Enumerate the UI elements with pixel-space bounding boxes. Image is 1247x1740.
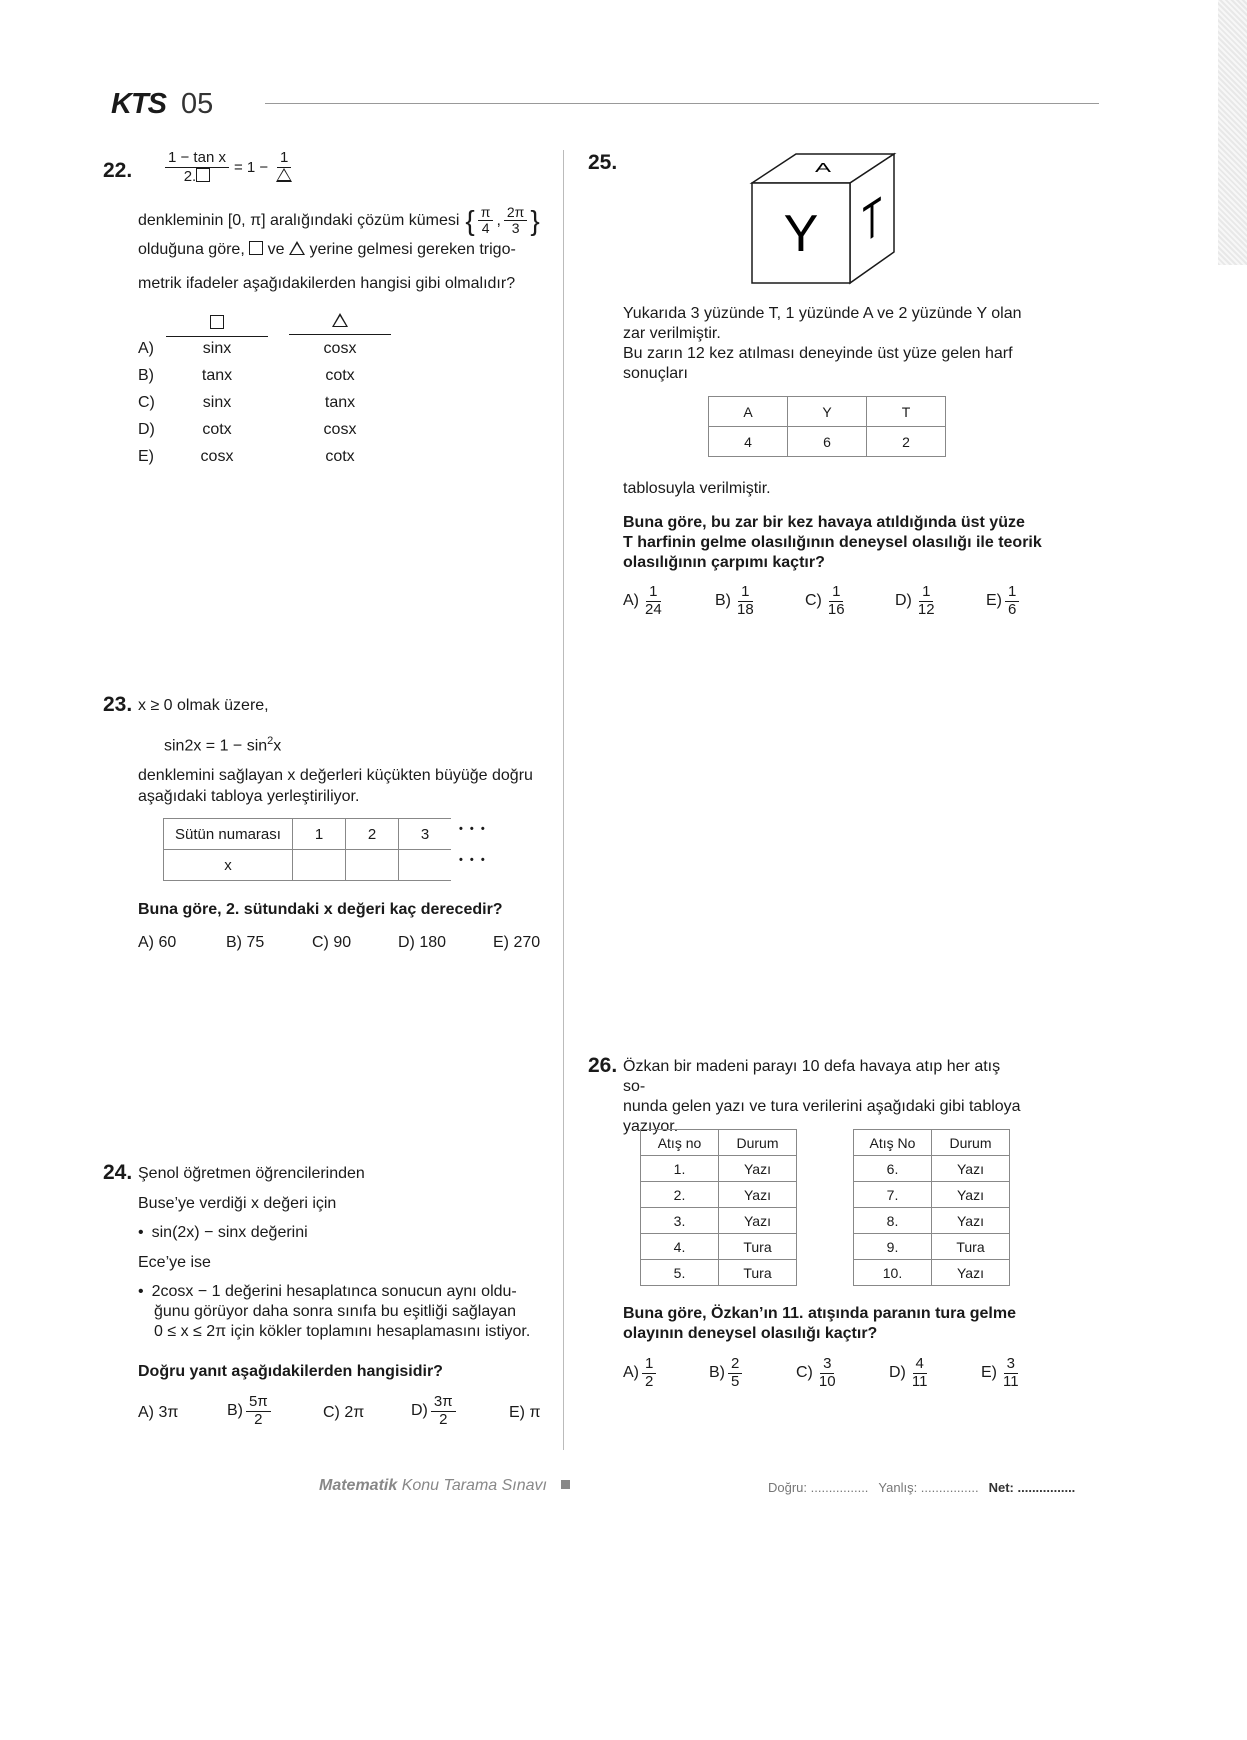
option-num: 1 xyxy=(829,584,843,602)
table-row xyxy=(641,1260,797,1286)
set-a-num: π xyxy=(478,205,494,221)
question-number: 22. xyxy=(103,159,133,182)
option-c[interactable] xyxy=(138,394,398,421)
q25-desc-line2: zar verilmiştir. xyxy=(623,325,721,342)
table-cell: 2 xyxy=(867,427,946,457)
option-b[interactable] xyxy=(227,1394,274,1428)
table-cell: 8. xyxy=(854,1208,932,1234)
option-num: 1 xyxy=(642,1356,656,1374)
table-row xyxy=(854,1260,1010,1286)
option-b[interactable]: B) 75 xyxy=(226,934,265,951)
option-den: 2 xyxy=(645,1372,654,1390)
ellipsis: • • • xyxy=(459,823,487,835)
table-cell: 1. xyxy=(641,1156,719,1182)
table-row xyxy=(641,1156,797,1182)
option-tri: cosx xyxy=(323,421,357,438)
q25-question-line1: Buna göre, bu zar bir kez havaya atıldığında üst yüze xyxy=(623,514,1025,531)
option-label: A) xyxy=(138,340,154,357)
table-cell: Yazı xyxy=(932,1182,1010,1208)
table-cell: 9. xyxy=(854,1234,932,1260)
option-label: C) xyxy=(796,1364,813,1381)
table-row xyxy=(709,397,946,427)
q23-desc-line1: denklemini sağlayan x değerleri küçükten büyüğe doğru xyxy=(138,767,533,784)
table-cell xyxy=(399,850,452,881)
option-e[interactable] xyxy=(986,584,1022,618)
q26-desc-line3: yazıyor. xyxy=(623,1118,679,1135)
option-b[interactable] xyxy=(138,367,398,394)
table-cell: 6. xyxy=(854,1156,932,1182)
option-den: 18 xyxy=(737,600,754,618)
table-cell: 4 xyxy=(709,427,788,457)
q22-line2 xyxy=(138,239,516,261)
option-label: E) xyxy=(986,592,1002,609)
table-cell: 6 xyxy=(788,427,867,457)
table-cell: 5. xyxy=(641,1260,719,1286)
option-num: 1 xyxy=(919,584,933,602)
option-e[interactable]: E) π xyxy=(509,1404,541,1421)
table-row xyxy=(709,427,946,457)
option-d[interactable] xyxy=(411,1394,459,1428)
table-row xyxy=(641,1208,797,1234)
option-sq: sinx xyxy=(202,394,232,411)
table-cell: Yazı xyxy=(719,1182,797,1208)
option-label: E) xyxy=(981,1364,997,1381)
table-cell: 2 xyxy=(346,819,399,850)
die-side-letter: T xyxy=(862,184,882,256)
eq-mid: = 1 − xyxy=(233,159,269,176)
option-num: 1 xyxy=(646,584,660,602)
q24-line7: 0 ≤ x ≤ 2π için kökler toplamını hesaplamasını istiyor. xyxy=(154,1323,531,1340)
col-header-square xyxy=(166,315,268,337)
eq-rhs-numerator: 1 xyxy=(277,150,291,168)
table-cell: 3 xyxy=(399,819,452,850)
q23-eq-sup: 2 xyxy=(267,735,274,747)
table-row xyxy=(641,1234,797,1260)
q24-question: Doğru yanıt aşağıdakilerden hangisidir? xyxy=(138,1363,443,1380)
option-den: 2 xyxy=(439,1410,448,1428)
q24-line3: sin(2x) − sinx değerini xyxy=(151,1224,308,1241)
option-num: 3π xyxy=(431,1394,456,1412)
option-label: D) xyxy=(895,592,912,609)
option-label: D) xyxy=(138,421,155,438)
square-symbol-icon xyxy=(196,168,210,182)
bullet-icon: • xyxy=(138,1224,144,1241)
q25-desc xyxy=(623,304,1022,384)
option-b[interactable] xyxy=(715,584,760,618)
option-num: 3 xyxy=(820,1356,834,1374)
table-cell: Tura xyxy=(719,1234,797,1260)
table-row xyxy=(854,1130,1010,1156)
option-d[interactable] xyxy=(138,421,398,448)
option-num: 1 xyxy=(1005,584,1019,602)
ellipsis: • • • xyxy=(459,854,487,866)
eq-numerator: 1 − tan x xyxy=(165,150,229,168)
q23-desc-line2: aşağıdaki tabloya yerleştiriliyor. xyxy=(138,788,360,805)
option-a[interactable] xyxy=(623,1356,659,1390)
option-sq: sinx xyxy=(202,340,232,357)
question-number: 23. xyxy=(103,693,133,716)
q23-intro: x ≥ 0 olmak üzere, xyxy=(138,697,269,714)
square-symbol-icon xyxy=(210,315,224,329)
page-edge-strip xyxy=(1218,0,1247,265)
q22-line2b: ve xyxy=(267,241,285,258)
q26-table-right xyxy=(853,1129,1010,1286)
q26-desc-line1: Özkan bir madeni parayı 10 defa havaya atıp her atış so- xyxy=(623,1058,1001,1095)
q26-table-left xyxy=(640,1129,797,1286)
footer-subject: Matematik xyxy=(319,1477,398,1494)
option-den: 16 xyxy=(827,600,845,618)
header-brand: KTS xyxy=(111,88,166,120)
option-a[interactable]: A) 60 xyxy=(138,934,177,951)
table-cell: Yazı xyxy=(719,1156,797,1182)
q23-table xyxy=(163,818,451,881)
q26-question-line2: olayının deneysel olasılığı kaçtır? xyxy=(623,1325,878,1342)
q26-question xyxy=(623,1304,1016,1344)
table-cell: Y xyxy=(788,397,867,427)
option-d[interactable]: D) 180 xyxy=(398,934,447,951)
q24-line1: Şenol öğretmen öğrencilerinden xyxy=(138,1165,365,1182)
q23-eq-end: x xyxy=(273,737,282,755)
option-den: 2 xyxy=(254,1410,263,1428)
option-label: D) xyxy=(889,1364,906,1381)
table-cell: Atış no xyxy=(641,1130,719,1156)
q24-bullet2 xyxy=(138,1282,538,1342)
option-den: 24 xyxy=(645,600,662,618)
set-a-den: 4 xyxy=(481,220,490,237)
set-open-brace: { xyxy=(465,204,475,236)
table-cell: A xyxy=(709,397,788,427)
table-cell: 4. xyxy=(641,1234,719,1260)
option-c[interactable]: C) 90 xyxy=(312,934,352,951)
table-cell: 2. xyxy=(641,1182,719,1208)
header-number: 05 xyxy=(181,88,214,120)
square-symbol-icon xyxy=(249,241,263,255)
square-bullet-icon xyxy=(561,1480,570,1489)
die-figure xyxy=(748,150,898,288)
footer-title-text: Konu Tarama Sınavı xyxy=(401,1477,547,1494)
set-b-den: 3 xyxy=(511,220,520,237)
header-rule xyxy=(265,103,1099,104)
option-tri: cotx xyxy=(325,367,355,384)
option-tri: tanx xyxy=(324,394,356,411)
table-row xyxy=(164,850,452,881)
footer-yanlis: Yanlış: ................ xyxy=(878,1480,979,1495)
option-den: 11 xyxy=(911,1372,928,1390)
q25-after: tablosuyla verilmiştir. xyxy=(623,480,771,497)
q25-desc-line3: Bu zarın 12 kez atılması deneyinde üst yüze gelen harf xyxy=(623,345,1013,362)
q24-line5: 2cosx − 1 değerini hesaplatınca sonucun aynı oldu- xyxy=(151,1283,517,1300)
q25-question xyxy=(623,513,1042,573)
option-sq: tanx xyxy=(201,367,233,384)
table-cell: Yazı xyxy=(932,1260,1010,1286)
set-comma: , xyxy=(496,211,501,229)
table-cell xyxy=(346,850,399,881)
table-cell: Yazı xyxy=(719,1208,797,1234)
q22-line2a: olduğuna göre, xyxy=(138,241,245,258)
q23-equation xyxy=(164,730,281,757)
table-row xyxy=(164,819,452,850)
option-num: 5π xyxy=(246,1394,271,1412)
table-cell: 10. xyxy=(854,1260,932,1286)
set-b-num: 2π xyxy=(504,205,527,221)
table-cell: 7. xyxy=(854,1182,932,1208)
option-label: C) xyxy=(805,592,822,609)
q26-question-line1: Buna göre, Özkan’ın 11. atışında paranın tura gelme xyxy=(623,1305,1016,1322)
q23-eq-text: sin2x = 1 − sin xyxy=(164,737,268,755)
table-row xyxy=(641,1182,797,1208)
option-label: B) xyxy=(138,367,154,384)
table-row xyxy=(854,1156,1010,1182)
q23-desc xyxy=(138,765,533,807)
q24-line4: Ece’ye ise xyxy=(138,1254,211,1271)
equation xyxy=(162,150,298,185)
option-a[interactable] xyxy=(623,584,668,618)
footer-dogru: Doğru: ................ xyxy=(768,1480,869,1495)
footer-score xyxy=(768,1480,1075,1495)
question-number: 24. xyxy=(103,1161,133,1184)
q25-desc-line1: Yukarıda 3 yüzünde T, 1 yüzünde A ve 2 yüzünde Y olan xyxy=(623,305,1022,322)
q22-line3: metrik ifadeler aşağıdakilerden hangisi gibi olmalıdır? xyxy=(138,275,516,292)
option-den: 11 xyxy=(1003,1372,1019,1390)
table-cell: Durum xyxy=(932,1130,1010,1156)
option-den: 10 xyxy=(818,1372,836,1390)
table-cell: 1 xyxy=(293,819,346,850)
die-front-letter: Y xyxy=(783,205,819,263)
option-a[interactable] xyxy=(138,340,398,367)
column-divider xyxy=(563,150,564,1450)
option-c[interactable] xyxy=(796,1356,842,1390)
q25-table xyxy=(708,396,946,457)
option-c[interactable]: C) 2π xyxy=(323,1404,365,1421)
option-num: 2 xyxy=(728,1356,742,1374)
triangle-symbol-icon xyxy=(276,168,292,182)
table-cell: x xyxy=(164,850,293,881)
table-row xyxy=(854,1182,1010,1208)
question-number: 26. xyxy=(588,1054,618,1077)
q24-line2: Buse’ye verdiği x değeri için xyxy=(138,1195,337,1212)
option-sq: cosx xyxy=(200,448,234,465)
table-cell: T xyxy=(867,397,946,427)
option-label: B) xyxy=(715,592,731,609)
option-den: 5 xyxy=(731,1372,740,1390)
option-num: 3 xyxy=(1004,1356,1018,1374)
q22-line2c: yerine gelmesi gereken trigo- xyxy=(309,241,516,258)
option-d[interactable] xyxy=(889,1356,933,1390)
table-cell: Durum xyxy=(719,1130,797,1156)
table-row xyxy=(854,1234,1010,1260)
option-b[interactable] xyxy=(709,1356,745,1390)
q25-question-line2: T harfinin gelme olasılığının deneysel olasılığı ile teorik xyxy=(623,534,1042,551)
option-tri: cosx xyxy=(323,340,357,357)
q22-line1-text: denkleminin [0, π] aralığındaki çözüm kümesi xyxy=(138,211,460,229)
option-sq: cotx xyxy=(202,421,232,438)
question-number: 25. xyxy=(588,151,618,174)
table-cell: Yazı xyxy=(932,1208,1010,1234)
table-row xyxy=(641,1130,797,1156)
option-label: D) xyxy=(411,1402,428,1419)
table-cell: Yazı xyxy=(932,1156,1010,1182)
q23-question: Buna göre, 2. sütundaki x değeri kaç derecedir? xyxy=(138,901,503,918)
option-label: B) xyxy=(227,1402,243,1419)
option-e[interactable] xyxy=(981,1356,1025,1390)
option-e[interactable] xyxy=(138,448,398,475)
q24-bullet1 xyxy=(138,1222,308,1244)
option-tri: cotx xyxy=(325,448,355,465)
table-cell: Tura xyxy=(932,1234,1010,1260)
triangle-symbol-icon xyxy=(289,241,305,255)
option-den: 6 xyxy=(1008,600,1017,618)
triangle-symbol-icon xyxy=(332,313,348,327)
table-cell: 3. xyxy=(641,1208,719,1234)
option-label: E) xyxy=(138,448,154,465)
table-cell: Sütün numarası xyxy=(164,819,293,850)
q24-line6: ğunu görüyor daha sonra sınıfa bu eşitliği sağlayan xyxy=(154,1303,517,1320)
die-top-letter: A xyxy=(814,160,832,176)
q25-desc-line4: sonuçları xyxy=(623,365,688,382)
option-label: A) xyxy=(623,1364,639,1381)
option-label: B) xyxy=(709,1364,725,1381)
q25-question-line3: olasılığının çarpımı kaçtır? xyxy=(623,554,825,571)
option-num: 4 xyxy=(913,1356,927,1374)
q22-options xyxy=(138,340,398,475)
option-den: 12 xyxy=(917,600,935,618)
table-cell: Tura xyxy=(719,1260,797,1286)
table-row xyxy=(854,1208,1010,1234)
q26-desc xyxy=(623,1057,1023,1137)
option-e[interactable]: E) 270 xyxy=(493,934,541,951)
table-cell: Atış No xyxy=(854,1130,932,1156)
table-cell xyxy=(293,850,346,881)
q26-desc-line2: nunda gelen yazı ve tura verilerini aşağıdaki gibi tabloya xyxy=(623,1098,1021,1115)
set-close-brace: } xyxy=(530,204,540,236)
option-d[interactable] xyxy=(895,584,941,618)
option-a[interactable]: A) 3π xyxy=(138,1404,179,1421)
footer-title xyxy=(319,1477,570,1495)
option-num: 1 xyxy=(738,584,752,602)
option-label: A) xyxy=(623,592,639,609)
footer-net: Net: ................ xyxy=(988,1480,1076,1495)
option-c[interactable] xyxy=(805,584,851,618)
col-header-triangle xyxy=(289,313,391,335)
bullet-icon: • xyxy=(138,1283,144,1300)
q22-line1 xyxy=(138,205,540,237)
eq-denominator: 2. xyxy=(183,167,197,185)
option-label: C) xyxy=(138,394,155,411)
